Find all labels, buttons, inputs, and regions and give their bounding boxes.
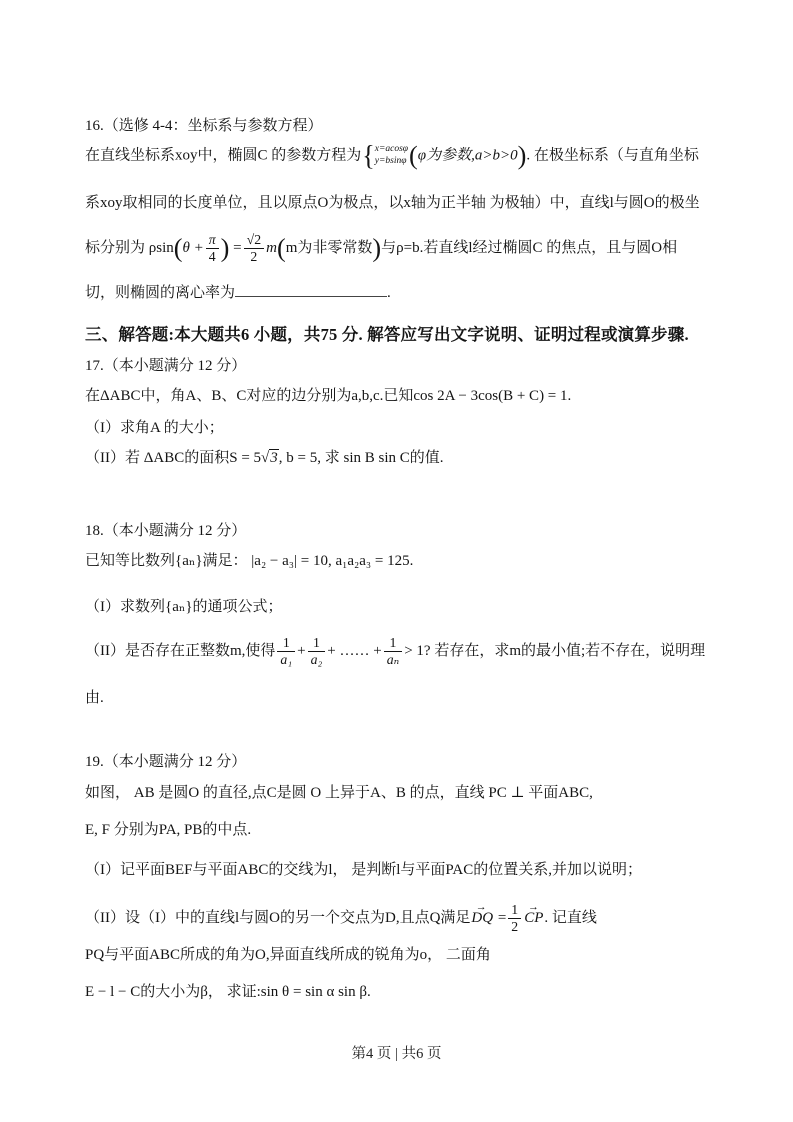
vector-DQ: → DQ: [471, 901, 494, 926]
right-paren: ): [220, 233, 230, 263]
q19-part2-post: . 记直线: [544, 909, 597, 926]
vector-arrow-icon: →: [528, 901, 539, 914]
answer-blank: [235, 280, 387, 297]
page-footer: 第4 页 | 共6 页: [351, 1046, 442, 1062]
right-paren: ): [517, 141, 527, 171]
q19-line5: PQ与平面ABC所成的角为O,异面直线所成的锐角为o， 二面角: [85, 947, 491, 963]
q16-line1-pre: 在直线坐标系xoy中，椭圆C 的参数方程为: [85, 147, 362, 164]
left-paren: (: [276, 233, 286, 263]
q18-part1: （I）求数列{aₙ}的通项公式；: [85, 599, 283, 615]
q17-part2: [85, 448, 444, 468]
q16-line1: [85, 139, 699, 172]
q16-line4-period: .: [387, 284, 391, 301]
equals-sign: =: [233, 239, 242, 256]
param-eq-y: y=bsinφ: [374, 156, 407, 166]
fraction-sqrt2-over-2: $\frac{√2}{2}$: [244, 232, 264, 265]
fraction-1-over-2: $\frac{1}{2}$: [508, 902, 521, 935]
q16-line3-pre: 标分别为 ρsin: [85, 239, 174, 256]
vector-CP: → CP: [524, 901, 544, 926]
vector-arrow-icon: →: [475, 901, 487, 914]
q18-part2-post: > 1? 若存在，求m的最小值;若不存在，说明理: [404, 642, 706, 659]
left-paren: (: [409, 141, 418, 171]
parametric-equation-system: [362, 139, 409, 172]
q16-title: 16.（选修 4-4：坐标系与参数方程）: [85, 118, 323, 134]
q16-line3-mid: 与ρ=b.若直线l经过椭圆C 的焦点，且与圆O相: [381, 239, 678, 256]
m-condition: m为非零常数: [285, 239, 373, 256]
q16-line4: [85, 280, 391, 303]
q17-part2-post: , b = 5, 求 sin B sin C的值.: [278, 450, 444, 466]
radicand: 3: [270, 450, 278, 466]
q18-title: 18.（本小题满分 12 分）: [85, 523, 247, 539]
q18-part2-cont: 由.: [85, 690, 104, 706]
q16-line4-pre: 切，则椭圆的离心率为: [85, 284, 236, 301]
q18-body: 已知等比数列{aₙ}满足： |a₂ − a₃| = 10, a₁a₂a₃ = 125.: [85, 553, 414, 569]
plus-sign: +: [297, 642, 306, 659]
right-paren: ): [372, 233, 382, 263]
q16-line3: [85, 232, 677, 265]
q17-part1: （I）求角A 的大小；: [85, 420, 224, 436]
radical-sign: √: [261, 450, 270, 466]
fraction-1-over-a2: $\frac{1}{\text{a₂}}$: [308, 635, 326, 668]
theta-term: θ +: [182, 239, 204, 256]
parametric-equations: [375, 144, 408, 168]
q17-body: 在ΔABC中，角A、B、C对应的边分别为a,b,c.已知cos 2A − 3cos(B + C) = 1.: [85, 388, 572, 404]
fraction-pi-over-4: $\frac{\pi}{4}$: [206, 232, 219, 265]
q19-part2: [85, 902, 597, 935]
q19-line1: 如图， AB 是圆O 的直径,点C是圆 O 上异于A、B 的点，直线 PC ⊥ 平面ABC,: [85, 785, 593, 801]
left-paren: (: [173, 233, 183, 263]
q19-part1: （I）记平面BEF与平面ABC的交线为l， 是判断l与平面PAC的位置关系,并加以说明；: [85, 862, 642, 878]
left-brace: {: [362, 139, 375, 172]
q18-part2: [85, 635, 705, 668]
fraction-1-over-a1: $\frac{1}{\text{a₁}}$: [277, 635, 295, 668]
q19-title: 19.（本小题满分 12 分）: [85, 754, 247, 770]
section-3-header: 三、解答题:本大题共6 小题，共75 分. 解答应写出文字说明、证明过程或演算步骤.: [85, 325, 689, 344]
q16-line1-post: . 在极坐标系（与直角坐标: [526, 147, 699, 164]
q16-line2: 系xoy取相同的长度单位，且以原点O为极点，以x轴为正半轴 为极轴）中，直线l与圆O的极坐: [85, 195, 700, 211]
equals-sign: =: [497, 909, 507, 926]
q19-line2: E, F 分别为PA, PB的中点.: [85, 822, 252, 838]
q19-part2-pre: （II）设（I）中的直线l与圆O的另一个交点为D,且点Q满足: [85, 909, 471, 926]
ellipsis-plus: + …… +: [327, 642, 382, 659]
q18-part2-pre: （II）是否存在正整数m,使得: [85, 642, 276, 659]
fraction-1-over-an: $\frac{1}{\text{aₙ}}$: [384, 635, 403, 668]
param-condition: φ为参数,a>b>0: [417, 147, 518, 164]
q17-title: 17.（本小题满分 12 分）: [85, 358, 247, 374]
param-eq-x: x=acosφ: [374, 144, 409, 155]
q17-part2-pre: （II）若 ΔABC的面积S = 5: [85, 450, 262, 466]
m-variable: m: [266, 239, 277, 256]
q19-line6: E − l − C的大小为β， 求证:sin θ = sin α sin β.: [85, 984, 371, 1000]
